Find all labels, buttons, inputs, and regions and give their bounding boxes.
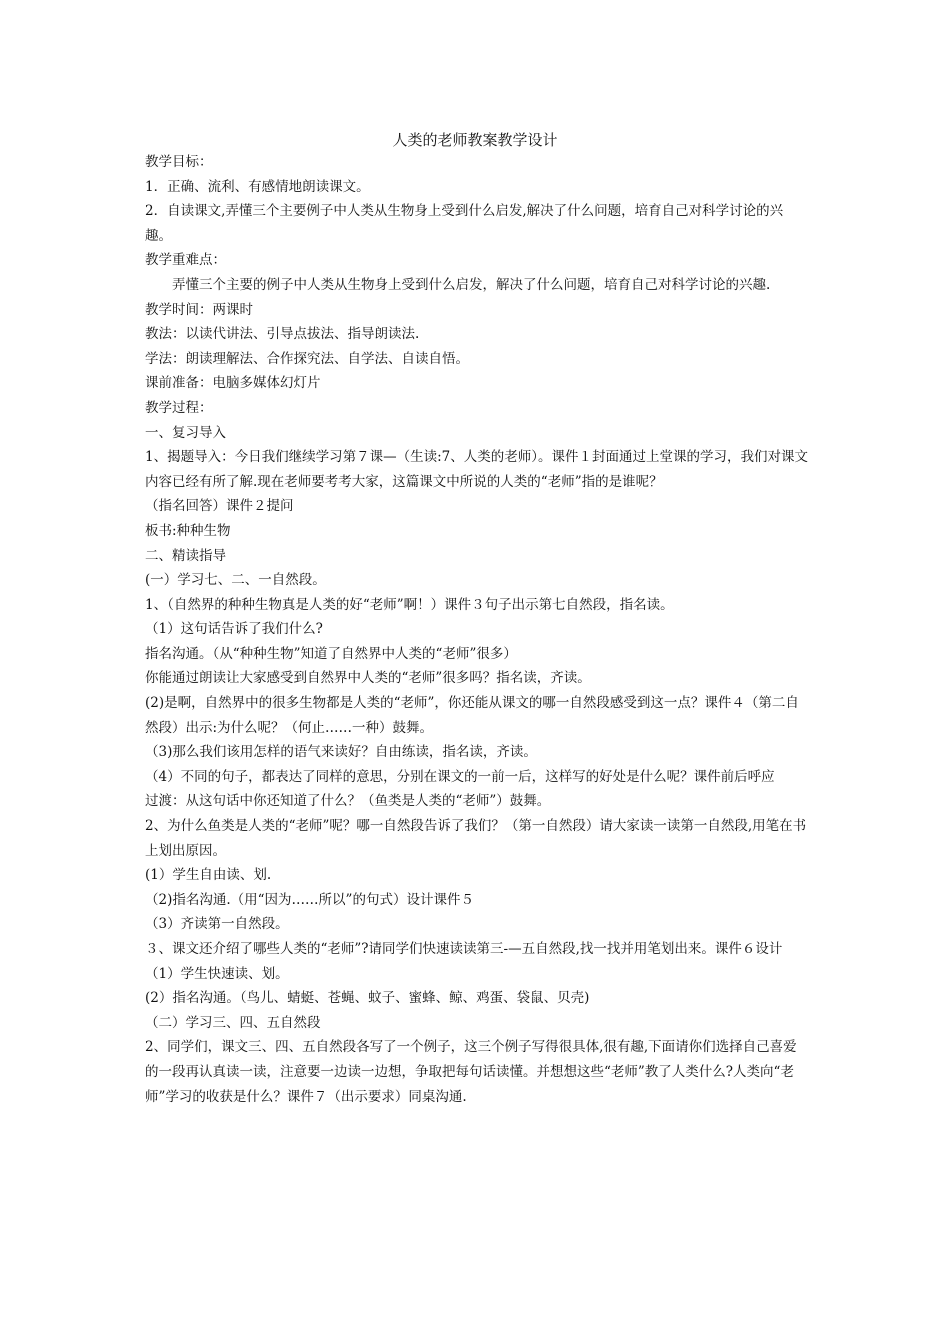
paragraph: 2、同学们，课文三、四、五自然段各写了一个例子，这三个例子写得很具体,很有趣,下面请你们选择自己喜爱的一段再认真读一读，注意要一边读一边想，争取把每句话读懂。并想想这些“老师”教了人类什么?人类向“老师”学习的收获是什么？课件７（出示要求）同桌沟通.: [145, 1039, 797, 1105]
paragraph: (2）指名沟通。（鸟儿、蜻蜓、苍蝇、蚊子、蜜蜂、鲸、鸡蛋、袋鼠、贝壳): [145, 990, 590, 1007]
paragraph: 二、精读指导: [145, 547, 226, 564]
paragraph: (一）学习七、二、一自然段。: [145, 572, 326, 589]
paragraph: 1、揭题导入：今日我们继续学习第７课—（生读:7、人类的老师）。课件１封面通过上堂课的学习，我们对课文内容已经有所了解.现在老师要考考大家，这篇课文中所说的人类的“老师”指的是谁呢？: [145, 449, 808, 490]
paragraph: （1）学生快速读、划。: [145, 965, 289, 982]
paragraph: 过渡：从这句话中你还知道了什么？（鱼类是人类的“老师”）鼓舞。: [145, 793, 551, 810]
paragraph: （3）齐读第一自然段。: [145, 916, 289, 933]
paragraph: (1）学生自由读、划.: [145, 867, 272, 884]
document-title: 人类的老师教案教学设计: [392, 131, 558, 149]
paragraph: 学法：朗读理解法、合作探究法、自学法、自读自悟。: [145, 350, 469, 367]
paragraph: （2)指名沟通.（用“因为……所以”的句式）设计课件５: [145, 891, 474, 908]
paragraph: （指名回答）课件２提问: [145, 498, 294, 515]
paragraph: 教学重难点：: [145, 252, 226, 269]
paragraph: 1．正确、流利、有感情地朗读课文。: [145, 178, 370, 195]
document-body: [145, 150, 810, 1109]
paragraph: 你能通过朗读让大家感受到自然界中人类的“老师”很多吗？指名读，齐读。: [145, 670, 591, 687]
paragraph: 1、（自然界的种种生物真是人类的好“老师”啊！）课件３句子出示第七自然段，指名读。: [145, 596, 674, 613]
paragraph: 教法：以读代讲法、引导点拔法、指导朗读法.: [145, 326, 420, 343]
paragraph: 指名沟通。（从“种种生物”知道了自然界中人类的“老师”很多）: [145, 645, 517, 662]
paragraph: 教学目标：: [145, 154, 213, 170]
paragraph: 弄懂三个主要的例子中人类从生物身上受到什么启发，解决了什么问题，培育自己对科学讨论的兴趣.: [172, 276, 771, 293]
paragraph: 教学过程：: [145, 399, 213, 416]
paragraph: (2)是啊，自然界中的很多生物都是人类的“老师”，你还能从课文的哪一自然段感受到这一点？课件４（第二自然段）出示:为什么呢？（何止……一种）鼓舞。: [145, 695, 799, 736]
paragraph: 2．自读课文,弄懂三个主要例子中人类从生物身上受到什么启发,解决了什么问题，培育自己对科学讨论的兴趣。: [145, 203, 784, 244]
paragraph: 2、为什么鱼类是人类的“老师”呢？哪一自然段告诉了我们？（第一自然段）请大家读一读第一自然段,用笔在书上划出原因。: [145, 818, 807, 859]
paragraph: ３、课文还介绍了哪些人类的“老师”?请同学们快速读读第三-—五自然段,找一找并用笔划出来。课件６设计: [145, 941, 783, 957]
paragraph: （4）不同的句子，都表达了同样的意思，分别在课文的一前一后，这样写的好处是什么呢？课件前后呼应: [145, 768, 775, 785]
paragraph: （二）学习三、四、五自然段: [145, 1014, 321, 1031]
paragraph: 课前准备：电脑多媒体幻灯片: [145, 375, 321, 392]
paragraph: 板书:种种生物: [145, 522, 231, 539]
paragraph: （1）这句话告诉了我们什么?: [145, 621, 323, 638]
paragraph: 教学时间：两课时: [145, 301, 253, 318]
paragraph: （3)那么我们该用怎样的语气来读好？自由练读，指名读，齐读。: [145, 744, 537, 761]
paragraph: 一、复习导入: [145, 424, 226, 441]
